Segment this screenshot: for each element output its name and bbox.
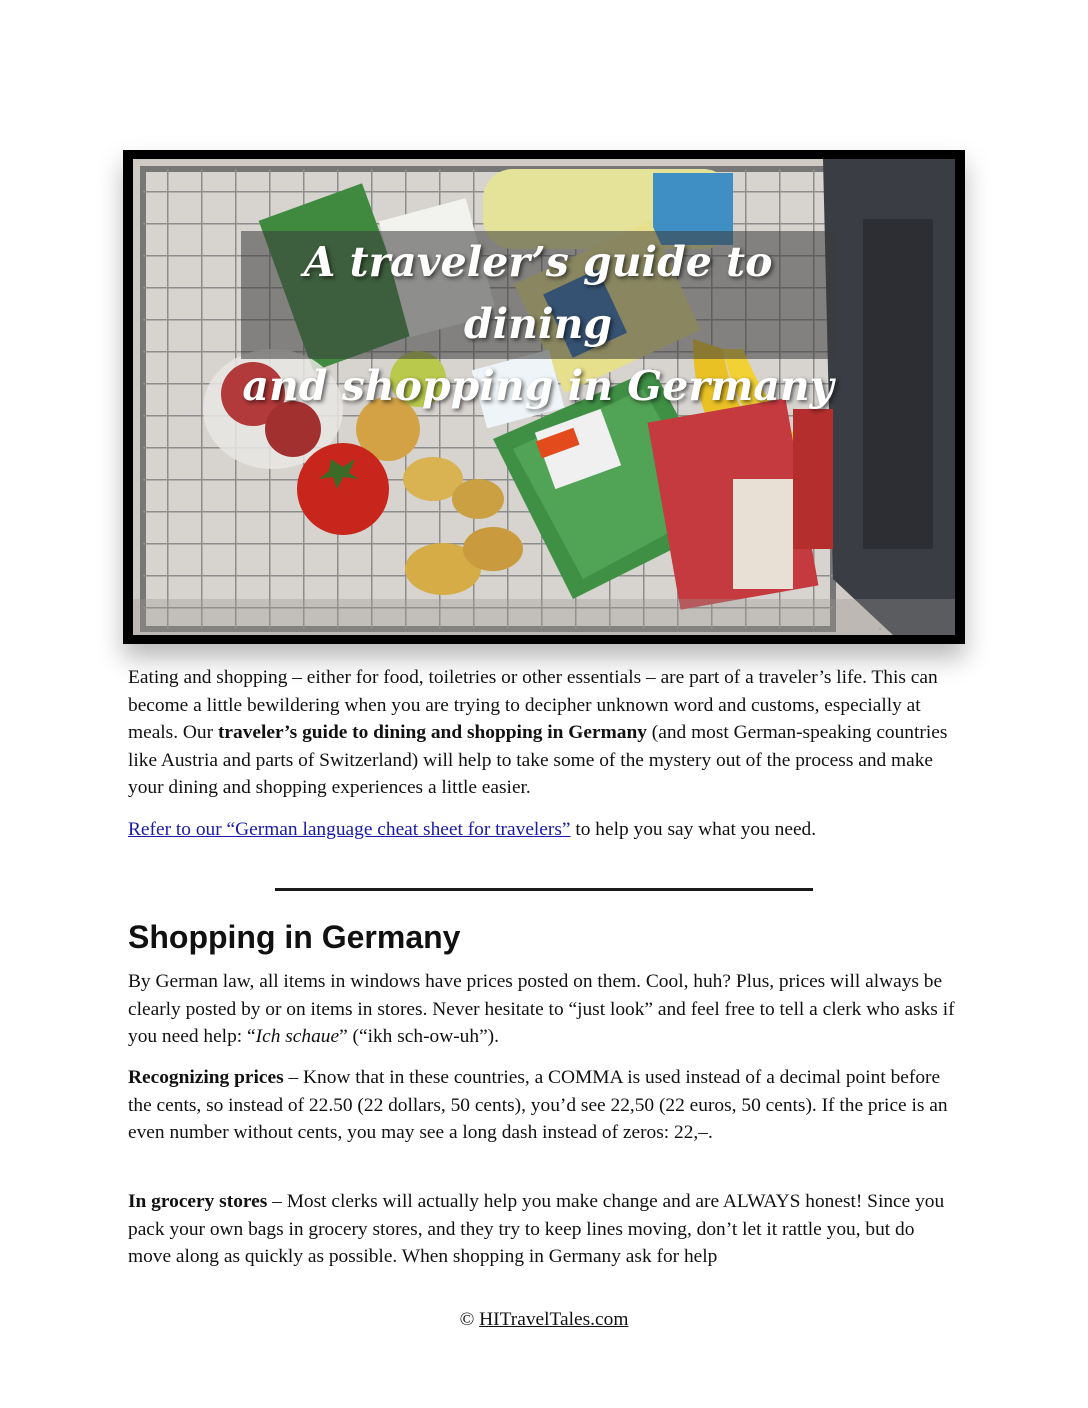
section-paragraph-3 — [128, 1188, 958, 1271]
paragraph-3-text: – Most clerks will actually help you make change and are ALWAYS honest! Since you pack your own bags in grocery stores, and they try to keep lines moving, don’t let it rattle you, but do move along as quickly as possible. When shopping in Germany ask for help — [128, 1191, 945, 1267]
intro-text-end: (and most German-speaking countries like Austria and parts of Switzerland) will help to take some of the mystery out of the process and make your dining and shopping experiences a little easier. — [128, 722, 948, 798]
hero-image-frame — [123, 150, 965, 644]
hero-photo — [133, 159, 955, 635]
intro-bold-phrase: traveler’s guide to dining and shopping in Germany — [217, 722, 647, 743]
intro-paragraph — [128, 664, 958, 802]
paragraph-2-text: – Know that in these countries, a COMMA is used instead of a decimal point before the cents, so instead of 22.50 (22 dollars, 50 cents), you’d see 22,50 (22 euros, 50 cents). If the price is an even number without cents, you may see a long dash instead of zeros: 22,–. — [128, 1067, 948, 1143]
paragraph-1-end: ” (“ikh sch-ow-uh”). — [339, 1026, 499, 1047]
section-divider — [275, 888, 813, 891]
footer-site-link[interactable]: HITravelTales.com — [479, 1309, 629, 1330]
paragraph-1-text: By German law, all items in windows have prices posted on them. Cool, huh? Plus, prices will always be clearly posted by or on items in stores. Never hesitate to “just look” and feel free to tell a clerk who asks if you need help: “ — [128, 971, 955, 1047]
hero-title-line-2: and shopping in Germany — [242, 362, 834, 410]
cheat-sheet-link[interactable]: Refer to our “German language cheat sheet for travelers” — [128, 819, 571, 840]
section-paragraph-1 — [128, 968, 958, 1051]
reference-text: to help you say what you need. — [570, 819, 817, 840]
copyright-symbol: © — [459, 1309, 480, 1330]
section-heading: Shopping in Germany — [128, 919, 461, 955]
paragraph-1-italic: Ich schaue — [255, 1026, 340, 1047]
paragraph-2-lead: Recognizing prices — [128, 1067, 284, 1088]
hero-title — [241, 231, 835, 410]
intro-text-start: Eating and shopping – either for food, toiletries or other essentials – are part of a traveler’s life. This can become a little bewildering when you are trying to decipher unknown word and customs, especially at meals. Our — [128, 667, 938, 743]
reference-paragraph — [128, 816, 958, 844]
section-paragraph-2 — [128, 1064, 958, 1147]
paragraph-3-lead: In grocery stores — [128, 1191, 268, 1212]
hero-title-line-1: A traveler’s guide to dining — [303, 238, 773, 348]
page-footer — [0, 1307, 1088, 1333]
